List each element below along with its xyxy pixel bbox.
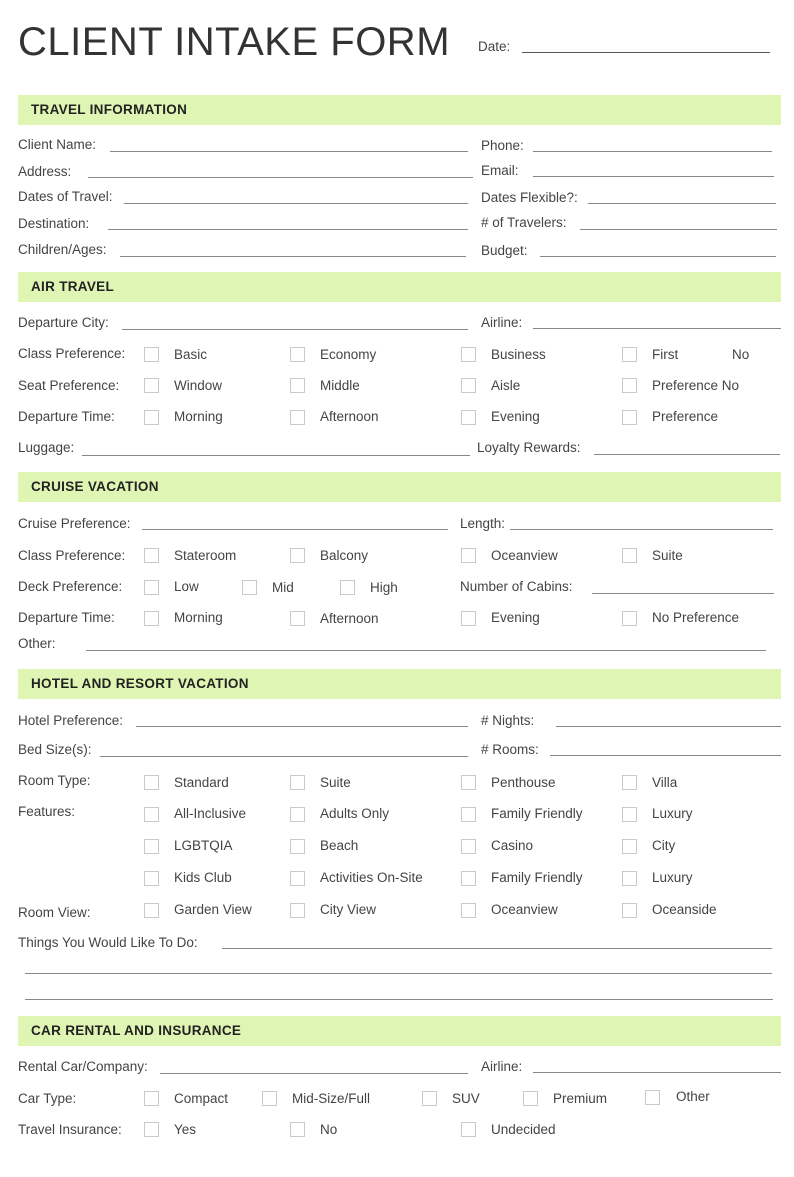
air-time-option: Evening	[491, 409, 540, 424]
luggage-field[interactable]	[82, 455, 470, 456]
feature-option: Family Friendly	[491, 870, 583, 885]
air-class-option: Economy	[320, 347, 377, 362]
air-time-checkbox[interactable]	[290, 410, 305, 425]
dates-of-travel-field[interactable]	[124, 203, 468, 204]
feature-checkbox[interactable]	[622, 839, 637, 854]
hotel-section-header: HOTEL AND RESORT VACATION	[18, 669, 781, 699]
cruise-time-option: Evening	[491, 610, 540, 625]
destination-field[interactable]	[108, 229, 468, 230]
bed-size-label: Bed Size(s):	[18, 742, 92, 757]
cruise-class-checkbox[interactable]	[461, 548, 476, 563]
phone-field[interactable]	[533, 151, 772, 152]
room-type-label: Room Type:	[18, 773, 91, 788]
car-airline-field[interactable]	[533, 1072, 781, 1073]
deck-option: High	[370, 580, 398, 595]
dates-flexible-label: Dates Flexible?:	[481, 190, 578, 205]
feature-option: Luxury	[652, 870, 693, 885]
car-airline-label: Airline:	[481, 1059, 523, 1074]
car-type-option: Compact	[174, 1091, 229, 1106]
phone-label: Phone:	[481, 138, 524, 153]
rental-company-field[interactable]	[160, 1073, 468, 1074]
things-to-do-label: Things You Would Like To Do:	[18, 935, 198, 950]
room-type-option: Villa	[652, 775, 678, 790]
children-ages-field[interactable]	[120, 256, 466, 257]
features-label: Features:	[18, 804, 76, 819]
air-class-option: First	[652, 347, 679, 362]
things-to-do-line-3[interactable]	[25, 999, 773, 1000]
children-ages-label: Children/Ages:	[18, 242, 107, 257]
insurance-checkbox[interactable]	[144, 1122, 159, 1137]
car-type-option: Premium	[553, 1091, 608, 1106]
car-type-checkbox[interactable]	[422, 1091, 437, 1106]
feature-checkbox[interactable]	[290, 839, 305, 854]
deck-checkbox[interactable]	[340, 580, 355, 595]
cruise-time-checkbox[interactable]	[144, 611, 159, 626]
deck-option: Low	[174, 579, 199, 594]
cruise-other-label: Other:	[18, 636, 56, 651]
air-time-checkbox[interactable]	[622, 410, 637, 425]
client-name-label: Client Name:	[18, 137, 97, 152]
deck-pref-label: Deck Preference:	[18, 579, 123, 594]
cruise-time-option: Morning	[174, 610, 223, 625]
car-type-checkbox[interactable]	[523, 1091, 538, 1106]
date-label: Date:	[478, 39, 511, 54]
cruise-class-checkbox[interactable]	[622, 548, 637, 563]
feature-checkbox[interactable]	[461, 839, 476, 854]
deck-checkbox[interactable]	[242, 580, 257, 595]
insurance-option: No	[320, 1122, 338, 1137]
room-view-option: Oceanview	[491, 902, 558, 917]
cabins-label: Number of Cabins:	[460, 579, 573, 594]
air-time-option: Preference	[652, 409, 719, 424]
loyalty-field[interactable]	[594, 454, 780, 455]
room-view-option: Garden View	[174, 902, 252, 917]
seat-option: Middle	[320, 378, 360, 393]
car-type-checkbox[interactable]	[262, 1091, 277, 1106]
air-class-option: Business	[491, 347, 546, 362]
seat-checkbox[interactable]	[144, 378, 159, 393]
air-class-label: Class Preference:	[18, 346, 126, 361]
cruise-departure-time-label: Departure Time:	[18, 610, 115, 625]
cruise-time-option: No Preference	[652, 610, 740, 625]
insurance-option: Undecided	[491, 1122, 556, 1137]
feature-option: Activities On-Site	[320, 870, 423, 885]
deck-option: Mid	[272, 580, 294, 595]
feature-checkbox[interactable]	[144, 871, 159, 886]
insurance-checkbox[interactable]	[461, 1122, 476, 1137]
length-field[interactable]	[510, 529, 773, 530]
car-type-checkbox[interactable]	[144, 1091, 159, 1106]
room-type-checkbox[interactable]	[144, 775, 159, 790]
room-view-checkbox[interactable]	[622, 903, 637, 918]
seat-checkbox[interactable]	[290, 378, 305, 393]
car-type-option: Other	[676, 1089, 710, 1104]
feature-option: Beach	[320, 838, 359, 853]
car-section-header: CAR RENTAL AND INSURANCE	[18, 1016, 781, 1046]
client-name-field[interactable]	[110, 151, 468, 152]
air-class-checkbox[interactable]	[461, 347, 476, 362]
page-title: CLIENT INTAKE FORM	[18, 20, 451, 64]
air-section-header: AIR TRAVEL	[18, 272, 781, 302]
feature-checkbox[interactable]	[622, 807, 637, 822]
cruise-class-option: Stateroom	[174, 548, 237, 563]
air-class-option: Basic	[174, 347, 208, 362]
address-label: Address:	[18, 164, 72, 179]
feature-option: City	[652, 838, 676, 853]
nights-label: # Nights:	[481, 713, 535, 728]
cruise-other-field[interactable]	[86, 650, 766, 651]
departure-city-label: Departure City:	[18, 315, 109, 330]
bed-size-field[interactable]	[100, 756, 468, 757]
insurance-checkbox[interactable]	[290, 1122, 305, 1137]
room-type-checkbox[interactable]	[461, 775, 476, 790]
seat-option: Preference No	[652, 378, 740, 393]
cruise-class-option: Suite	[652, 548, 683, 563]
travel-section-header: TRAVEL INFORMATION	[18, 95, 781, 125]
cabins-field[interactable]	[592, 593, 774, 594]
car-type-option: SUV	[452, 1091, 480, 1106]
length-label: Length:	[460, 516, 506, 531]
cruise-time-checkbox[interactable]	[461, 611, 476, 626]
rooms-field[interactable]	[550, 755, 781, 756]
hotel-pref-field[interactable]	[136, 726, 468, 727]
room-type-option: Standard	[174, 775, 229, 790]
things-to-do-field[interactable]	[222, 948, 772, 949]
seat-checkbox[interactable]	[461, 378, 476, 393]
cruise-time-option: Afternoon	[320, 611, 379, 626]
address-field[interactable]	[88, 177, 473, 178]
car-type-option: Mid-Size/Full	[292, 1091, 371, 1106]
feature-checkbox[interactable]	[144, 807, 159, 822]
budget-field[interactable]	[540, 256, 776, 257]
air-time-option: Afternoon	[320, 409, 379, 424]
cruise-class-option: Oceanview	[491, 548, 558, 563]
travelers-field[interactable]	[580, 229, 777, 230]
cruise-class-checkbox[interactable]	[144, 548, 159, 563]
cruise-time-checkbox[interactable]	[290, 611, 305, 626]
feature-option: LGBTQIA	[174, 838, 233, 853]
feature-option: Luxury	[652, 806, 693, 821]
email-label: Email:	[481, 163, 519, 178]
loyalty-label: Loyalty Rewards:	[477, 440, 581, 455]
cruise-time-checkbox[interactable]	[622, 611, 637, 626]
cruise-class-checkbox[interactable]	[290, 548, 305, 563]
seat-pref-label: Seat Preference:	[18, 378, 120, 393]
cruise-section-header: CRUISE VACATION	[18, 472, 781, 502]
feature-option: Family Friendly	[491, 806, 583, 821]
room-type-checkbox[interactable]	[290, 775, 305, 790]
room-view-option: Oceanside	[652, 902, 717, 917]
air-time-checkbox[interactable]	[144, 410, 159, 425]
feature-checkbox[interactable]	[144, 839, 159, 854]
air-class-checkbox[interactable]	[290, 347, 305, 362]
air-time-option: Morning	[174, 409, 223, 424]
feature-option: All-Inclusive	[174, 806, 247, 821]
cruise-class-label: Class Preference:	[18, 548, 126, 563]
air-airline-label: Airline:	[481, 315, 523, 330]
feature-checkbox[interactable]	[461, 871, 476, 886]
dates-flexible-field[interactable]	[588, 203, 776, 204]
dates-of-travel-label: Dates of Travel:	[18, 189, 113, 204]
room-view-checkbox[interactable]	[144, 903, 159, 918]
room-view-checkbox[interactable]	[461, 903, 476, 918]
car-type-checkbox[interactable]	[645, 1090, 660, 1105]
feature-option: Adults Only	[320, 806, 390, 821]
air-departure-time-label: Departure Time:	[18, 409, 115, 424]
feature-checkbox[interactable]	[622, 871, 637, 886]
feature-checkbox[interactable]	[290, 807, 305, 822]
air-class-checkbox[interactable]	[144, 347, 159, 362]
seat-option: Aisle	[491, 378, 521, 393]
travelers-label: # of Travelers:	[481, 215, 567, 230]
email-field[interactable]	[533, 176, 774, 177]
room-view-checkbox[interactable]	[290, 903, 305, 918]
feature-checkbox[interactable]	[461, 807, 476, 822]
insurance-option: Yes	[174, 1122, 197, 1137]
cruise-pref-field[interactable]	[142, 529, 448, 530]
insurance-label: Travel Insurance:	[18, 1122, 122, 1137]
room-type-checkbox[interactable]	[622, 775, 637, 790]
air-airline-field[interactable]	[533, 328, 781, 329]
seat-option: Window	[174, 378, 223, 393]
feature-option: Kids Club	[174, 870, 232, 885]
seat-checkbox[interactable]	[622, 378, 637, 393]
luggage-label: Luggage:	[18, 440, 75, 455]
rental-company-label: Rental Car/Company:	[18, 1059, 148, 1074]
feature-checkbox[interactable]	[290, 871, 305, 886]
destination-label: Destination:	[18, 216, 90, 231]
air-class-checkbox[interactable]	[622, 347, 637, 362]
date-field[interactable]	[522, 52, 770, 53]
room-type-option: Suite	[320, 775, 351, 790]
air-time-checkbox[interactable]	[461, 410, 476, 425]
room-view-option: City View	[320, 902, 377, 917]
car-type-label: Car Type:	[18, 1091, 77, 1106]
air-class-extra: No	[732, 347, 750, 362]
budget-label: Budget:	[481, 243, 528, 258]
things-to-do-line-2[interactable]	[25, 973, 772, 974]
feature-option: Casino	[491, 838, 534, 853]
nights-field[interactable]	[556, 726, 781, 727]
cruise-class-option: Balcony	[320, 548, 369, 563]
cruise-pref-label: Cruise Preference:	[18, 516, 131, 531]
rooms-label: # Rooms:	[481, 742, 539, 757]
deck-checkbox[interactable]	[144, 580, 159, 595]
departure-city-field[interactable]	[122, 329, 468, 330]
room-type-option: Penthouse	[491, 775, 556, 790]
hotel-pref-label: Hotel Preference:	[18, 713, 124, 728]
room-view-label: Room View:	[18, 905, 91, 920]
